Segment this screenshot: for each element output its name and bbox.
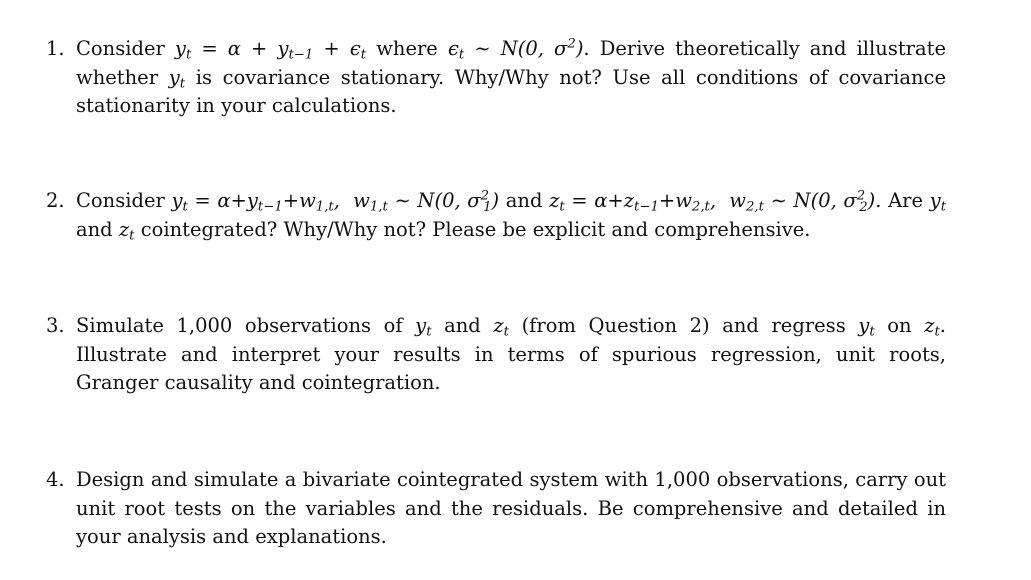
text-fragment: Consider: [76, 189, 165, 212]
question-text: [76, 312, 946, 398]
question-1: [46, 35, 946, 121]
text-fragment: (from Question 2) and regress: [521, 314, 846, 337]
question-number: 1.: [46, 37, 65, 60]
variable-z: $z_t$: [493, 314, 509, 340]
question-number: 4.: [46, 468, 65, 491]
text-fragment: and: [444, 314, 481, 337]
text-fragment: and: [76, 217, 113, 241]
question-text: [76, 187, 946, 244]
variable-y: $y_t$: [415, 314, 432, 340]
error-distribution: $\epsilon_t$ ∼ N(0, $\sigma^2$): [447, 36, 584, 63]
variable-y: $y_t$: [858, 314, 875, 340]
text-fragment: Simulate 1,000 observations of: [76, 314, 403, 337]
question-2: [46, 187, 946, 244]
question-3: [46, 312, 946, 398]
text-fragment: is covariance stationary. Why/Why not? Use all conditions of covariance stationarity in your calculations.: [76, 65, 946, 117]
text-fragment: and: [505, 189, 543, 212]
text-fragment: Consider: [76, 37, 165, 60]
text-fragment: on: [887, 314, 912, 337]
variable-y: $y_t$: [929, 189, 947, 215]
text-fragment: . Derive theoretically and illustrate whether: [76, 37, 946, 89]
variable-z: $z_t$: [118, 217, 135, 244]
question-number: 3.: [46, 314, 65, 337]
question-text: [76, 35, 946, 121]
question-4: [46, 466, 946, 552]
equation-z-process: $z_t = \alpha+z_{t-1}+w_{2,t}$, $w_{2,t}$ ∼ N(0, $\sigma^2_2$).: [549, 188, 882, 215]
variable-y: $y_t$: [168, 65, 186, 92]
variable-z: $z_t$: [924, 314, 940, 340]
equation-random-walk-drift: $y_t = \alpha + y_{t-1} + \epsilon_t$: [174, 37, 367, 63]
text-fragment: Are: [888, 189, 924, 212]
question-number: 2.: [46, 189, 65, 212]
equation-y-process: $y_t = \alpha+y_{t-1}+w_{1,t}$, $w_{1,t}$ ∼ N(0, $\sigma^2_1$): [171, 188, 500, 215]
question-text: Design and simulate a bivariate cointegrated system with 1,000 observations, carry out unit root tests on the variables and the residuals. Be comprehensive and detailed in your analysis and explanations.: [76, 468, 946, 548]
text-fragment: cointegrated? Why/Why not? Please be explicit and comprehensive.: [140, 217, 811, 241]
text-fragment: . Illustrate and interpret your results in terms of spurious regression, unit roots, Granger causality and cointegration.: [76, 314, 946, 394]
text-fragment: where: [376, 37, 438, 60]
